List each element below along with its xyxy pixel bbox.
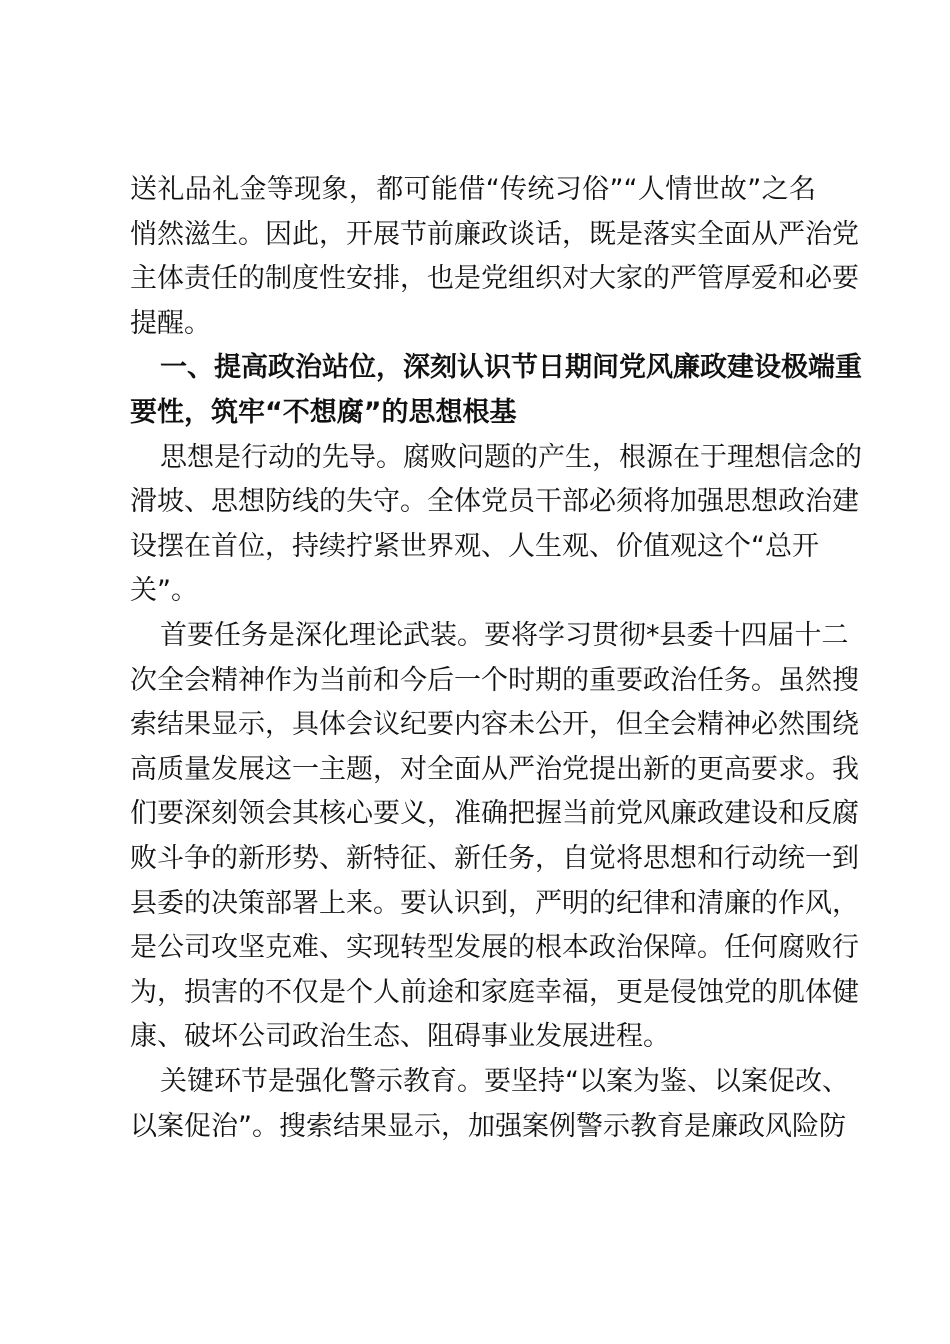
text-line: 是公司攻坚克难、实现转型发展的根本政治保障。任何腐败行 — [130, 932, 859, 964]
text-line: 索结果显示，具体会议纪要内容未公开，但全会精神必然围绕 — [130, 709, 859, 741]
text-line: 次全会精神作为当前和今后一个时期的重要政治任务。虽然搜 — [130, 664, 859, 696]
text-line: 设摆在首位，持续拧紧世界观、人生观、价值观这个“总开 — [130, 530, 819, 562]
text-line: 以案促治”。搜索结果显示，加强案例警示教育是廉政风险防 — [130, 1110, 846, 1142]
text-line: 为，损害的不仅是个人前途和家庭幸福，更是侵蚀党的肌体健 — [130, 976, 859, 1008]
section-heading-line: 要性，筑牢“不想腐”的思想根基 — [130, 397, 517, 428]
text-line: 关键环节是强化警示教育。要坚持“以案为鉴、以案促改、 — [160, 1066, 849, 1097]
text-line: 送礼品礼金等现象，都可能借“传统习俗”“人情世故”之名 — [130, 174, 816, 205]
text-line: 高质量发展这一主题，对全面从严治党提出新的更高要求。我 — [130, 753, 859, 785]
text-line: 思想是行动的先导。腐败问题的产生，根源在于理想信念的 — [160, 441, 862, 473]
text-line: 提醒。 — [130, 307, 211, 339]
text-line: 主体责任的制度性安排，也是党组织对大家的严管厚爱和必要 — [130, 263, 859, 295]
text-line: 关”。 — [130, 575, 198, 607]
text-line: 康、破坏公司政治生态、阻碍事业发展进程。 — [130, 1021, 670, 1053]
text-line: 县委的决策部署上来。要认识到，严明的纪律和清廉的作风， — [130, 887, 859, 919]
text-line: 们要深刻领会其核心要义，准确把握当前党风廉政建设和反腐 — [130, 798, 859, 830]
section-heading-line: 一、提高政治站位，深刻认识节日期间党风廉政建设极端重 — [160, 352, 862, 384]
text-line: 悄然滋生。因此，开展节前廉政谈话，既是落实全面从严治党 — [130, 218, 859, 250]
text-line: 首要任务是深化理论武装。要将学习贯彻*县委十四届十二 — [160, 620, 849, 651]
text-line: 滑坡、思想防线的失守。全体党员干部必须将加强思想政治建 — [130, 486, 859, 518]
text-line: 败斗争的新形势、新特征、新任务，自觉将思想和行动统一到 — [130, 843, 859, 874]
